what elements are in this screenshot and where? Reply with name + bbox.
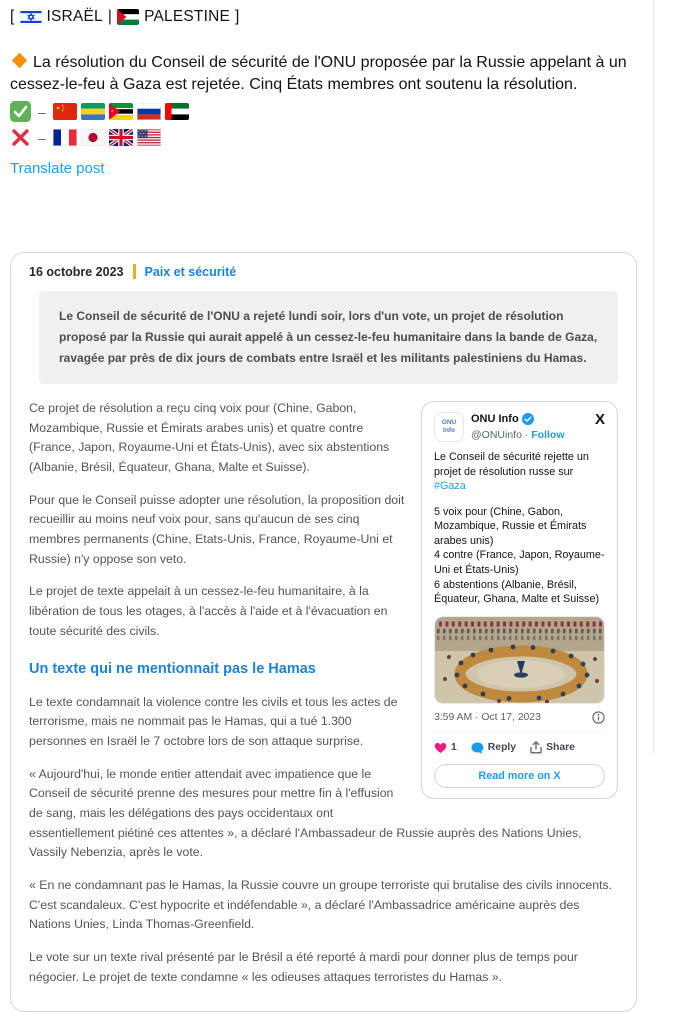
avatar-text-top: ONU [441,419,457,427]
uae-flag-icon [165,103,189,120]
article-closing-paragraph: Le vote sur un texte rival présenté par le Brésil a été reporté à mardi pour donner plus de temps pour négocier. Le projet de texte condamne « les odieuses attaques terroristes du Hamas ». [29,949,578,984]
tweet-action-bar [434,741,605,755]
article-paragraph: Ce projet de résolution a reçu cinq voix pour (Chine, Gabon, Mozambique, Russie et Émirats arabes unis) et quatre contre (France, Japon, Royaume-Uni et États-Unis), avec six abstentions (Albanie, Brésil, Équateur, Ghana, Malte et Suisse). [29,401,390,475]
article-card-header [11,253,636,288]
info-icon[interactable] [592,711,605,724]
post-text [10,52,640,96]
verified-badge-icon [522,413,534,425]
votes-for-row [10,101,640,122]
read-more-on-x-button[interactable]: Read more on X [434,764,605,788]
tweet-header [434,412,605,442]
column-divider [653,0,654,754]
tweet-vote-line: 5 voix pour (Chine, Gabon, Mozambique, Russie et Émirats arabes unis) [434,505,587,547]
israel-label: ISRAËL [46,8,103,25]
like-button[interactable] [434,741,457,755]
article-body [11,399,636,987]
article-paragraph: Pour que le Conseil puisse adopter une résolution, la proposition doit recueillir au moins neuf voix pour, sans qu'aucun de ses cinq membres permanents (Chine, Etats-Unis, France, Royaume-Uni et Russie) n'y oppose son veto. [29,492,405,566]
reply-button[interactable] [471,741,516,755]
tweet-timestamp[interactable]: 3:59 AM · Oct 17, 2023 [434,711,541,723]
article-paragraph: Le projet de texte appelait à un cessez-le-feu humanitaire, à la libération de tous les otages, à l'accès à l'aide et à l'évacuation en toute sécurité des civils. [29,584,388,638]
palestine-label: PALESTINE [144,8,231,25]
follow-button[interactable]: Follow [531,428,565,441]
dash-separator: – [38,129,46,146]
share-button[interactable] [530,741,575,755]
bracket-open: [ [10,8,15,25]
tweet-author-name[interactable]: ONU Info [471,413,519,425]
post [0,0,650,178]
russia-flag-icon [137,103,161,120]
check-mark-icon [10,101,31,122]
share-label: Share [546,741,575,753]
translate-post-link[interactable]: Translate post [10,160,105,178]
article-paragraph: « Aujourd'hui, le monde entier attendait avec impatience que le Conseil de sécurité prenne des mesures pour mettre fin à l'effusion de sang, mais les délégations des pays occidentaux ont essentiellement piétiné ces attentes », a déclaré l'Ambassadeur de Russie auprès des Nations Unies, Vassily Nebenzia, après le vote. [29,766,582,860]
article-lead-box: Le Conseil de sécurité de l'ONU a rejeté lundi soir, lors d'un vote, un projet de résolution proposé par la Russie qui aurait appelé à un cessez-le-feu humanitaire dans la bande de Gaza, ravagée par près de dix jours de combats entre Israël et les militants palestiniens du Hamas. [39,291,618,384]
tweet-identity [471,412,595,442]
tweet-vote-lines [434,505,605,607]
gaza-hashtag-link[interactable]: #Gaza [434,480,466,493]
like-count: 1 [451,741,457,753]
cross-mark-icon [10,127,31,148]
article-category-link[interactable]: Paix et sécurité [144,264,237,279]
china-flag-icon [53,103,77,120]
reply-label: Reply [487,741,517,753]
tweet-handle[interactable]: @ONUinfo [471,428,522,441]
post-text-content: La résolution du Conseil de sécurité de l'ONU proposée par la Russie appelant à un cessez-le-feu à Gaza est rejetée. Cinq États membres ont soutenu la résolution. [10,54,627,94]
tweet-vote-line: 4 contre (France, Japon, Royaume-Uni et États-Unis) [434,549,605,576]
israel-flag-icon [20,9,42,25]
tweet-vote-line: 6 abstentions (Albanie, Brésil, Équateur, Ghana, Malte et Suisse) [434,578,600,606]
x-logo-icon[interactable]: X [594,411,605,428]
avatar[interactable] [434,412,464,442]
tweet-meta-row [434,711,605,733]
article-section-heading: Un texte qui ne mentionnait pas le Hamas [29,661,316,678]
orange-diamond-icon [12,53,28,69]
france-flag-icon [53,129,77,146]
share-icon [530,741,542,754]
dash-separator: – [38,103,46,120]
article-paragraph: « En ne condamnant pas le Hamas, la Russie couvre un groupe terroriste qui brutalise des civils innocents. C'est scandaleux. C'est hypocrite et indéfendable », a déclaré l'Ambassadrice américaine auprès des Nations Unies, Linda Thomas-Greenfield. [29,877,613,932]
avatar-text-bottom: Info [443,427,455,434]
reply-icon [471,742,484,754]
palestine-flag-icon [117,9,139,25]
tweet-text-content: Le Conseil de sécurité rejette un projet de résolution russe sur [434,451,589,478]
bracket-close: ] [235,8,240,25]
embedded-tweet-card[interactable] [421,401,618,799]
article-date: 16 octobre 2023 [29,264,124,279]
japan-flag-icon [81,129,105,146]
title-separator: | [107,8,113,25]
heart-icon [434,742,447,754]
article-paragraph: Le texte condamnait la violence contre les civils et tous les actes de terrorisme, mais ne nommait pas le Hamas, qui a tué 1.300 personnes en Israël le 7 octobre lors de son attaque surprise. [29,694,398,748]
uk-flag-icon [109,129,133,146]
tweet-text [434,450,605,494]
middot-separator: · [524,428,529,441]
usa-flag-icon [137,129,161,146]
mozambique-flag-icon [109,103,133,120]
gabon-flag-icon [81,103,105,120]
security-council-photo[interactable] [434,616,605,704]
header-separator-bar [133,264,136,279]
votes-against-row [10,127,640,148]
post-title [10,8,640,26]
article-card[interactable] [10,252,637,1012]
